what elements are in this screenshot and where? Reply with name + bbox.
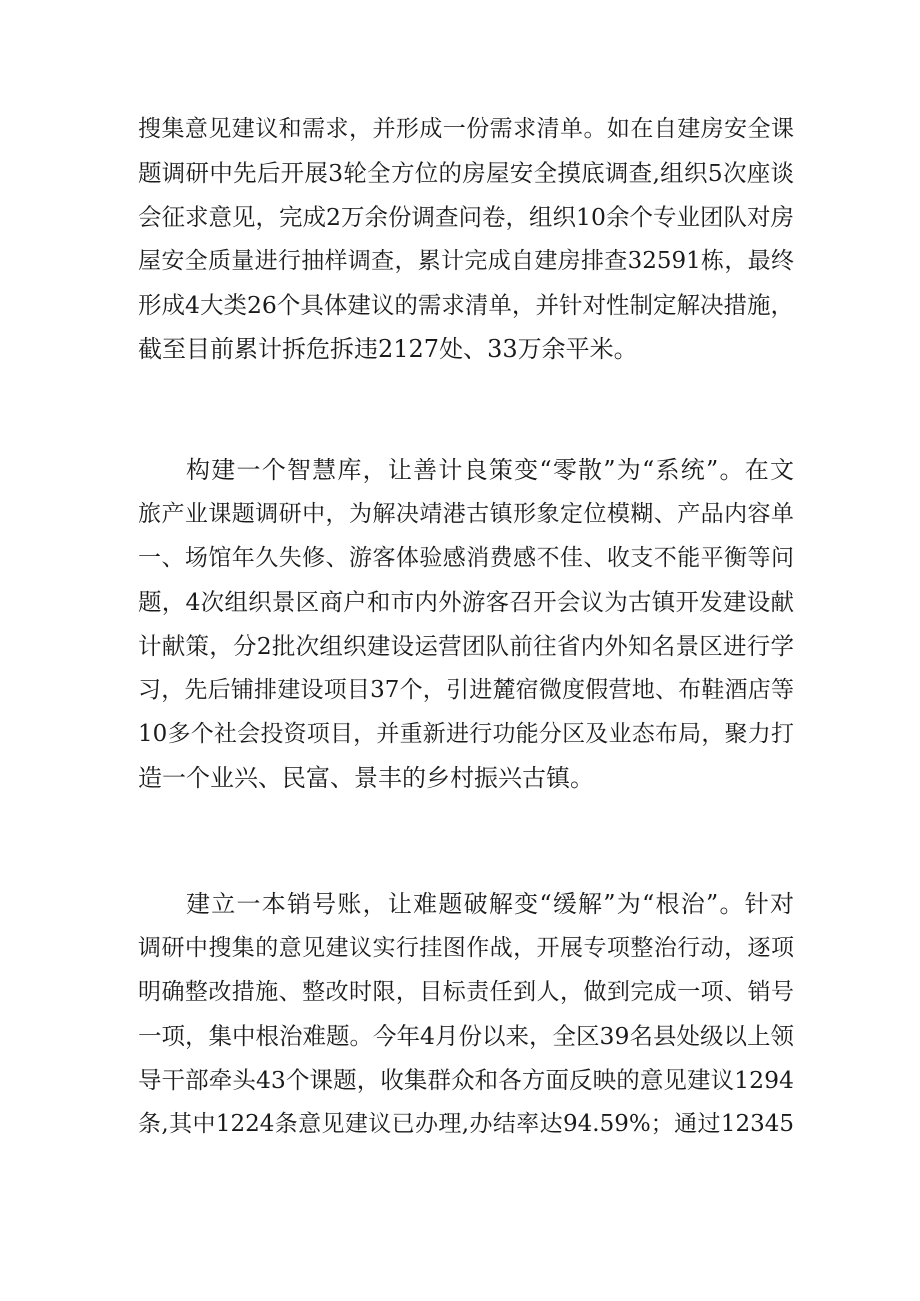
paragraph-line: 题，4次组织景区商户和市内外游客召开会议为古镇开发建设献 bbox=[138, 588, 794, 616]
paragraph-line: 屋安全质量进行抽样调查，累计完成自建房排查32591栋，最终 bbox=[138, 248, 794, 274]
paragraph-line: 截至目前累计拆危拆违2127处、33万余平米。 bbox=[138, 335, 638, 363]
paragraph-line: 旅产业课题调研中，为解决靖港古镇形象定位模糊、产品内容单 bbox=[138, 501, 794, 527]
paragraph-line: 造一个业兴、民富、景丰的乡村振兴古镇。 bbox=[138, 764, 594, 792]
paragraph-line: 计献策，分2批次组织建设运营团队前往省内外知名景区进行学 bbox=[138, 632, 794, 660]
paragraph-line: 形成4大类26个具体建议的需求清单，并针对性制定解决措施， bbox=[138, 291, 794, 319]
paragraph-line: 调研中搜集的意见建议实行挂图作战，开展专项整治行动，逐项 bbox=[138, 935, 794, 961]
paragraph-line: 构建一个智慧库，让善计良策变“零散”为“系统”。在文 bbox=[186, 456, 794, 484]
paragraph-line: 搜集意见建议和需求，并形成一份需求清单。如在自建房安全课 bbox=[138, 116, 794, 142]
paragraph-1 bbox=[138, 107, 794, 371]
paragraph-2 bbox=[138, 448, 794, 800]
paragraph-line: 题调研中先后开展3轮全方位的房屋安全摸底调查,组织5次座谈 bbox=[138, 159, 794, 187]
paragraph-line: 一项，集中根治难题。今年4月份以来，全区39名县处级以上领 bbox=[138, 1022, 794, 1050]
paragraph-3 bbox=[138, 882, 794, 1146]
paragraph-line: 10多个社会投资项目，并重新进行功能分区及业态布局，聚力打 bbox=[138, 721, 794, 747]
paragraph-line: 一、场馆年久失修、游客体验感消费感不佳、收支不能平衡等问 bbox=[138, 545, 794, 571]
paragraph-line: 导干部牵头43个课题，收集群众和各方面反映的意见建议1294 bbox=[138, 1066, 794, 1094]
paragraph-line: 条,其中1224条意见建议已办理,办结率达94.59%；通过12345 bbox=[138, 1111, 794, 1137]
paragraph-line: 建立一本销号账，让难题破解变“缓解”为“根治”。针对 bbox=[186, 890, 794, 918]
paragraph-line: 习，先后铺排建设项目37个，引进麓宿微度假营地、布鞋酒店等 bbox=[138, 677, 794, 703]
paragraph-line: 会征求意见，完成2万余份调查问卷，组织10余个专业团队对房 bbox=[138, 203, 794, 231]
paragraph-line: 明确整改措施、整改时限，目标责任到人，做到完成一项、销号 bbox=[138, 979, 794, 1005]
